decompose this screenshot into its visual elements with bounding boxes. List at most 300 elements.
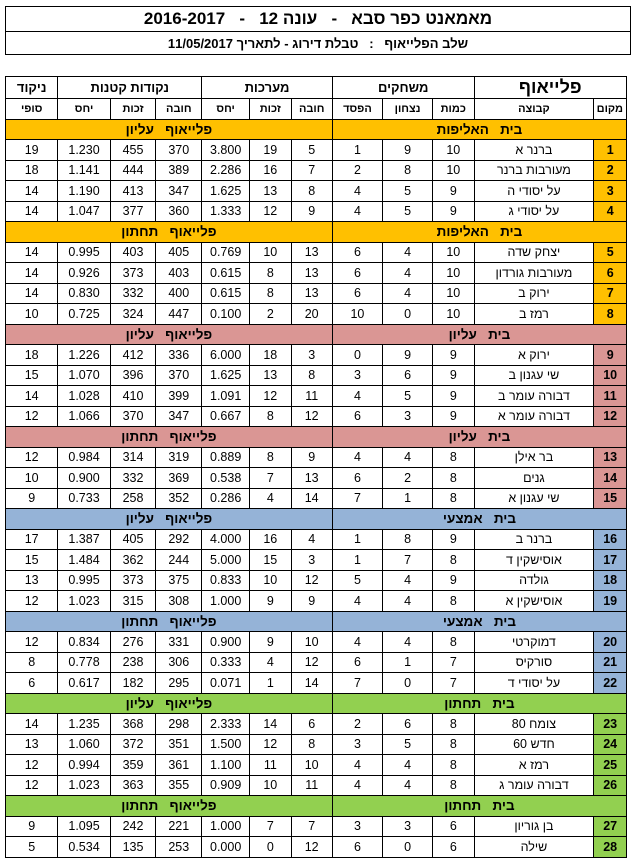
final-score-cell: 14	[6, 201, 58, 222]
played-cell: 8	[433, 755, 474, 776]
won-cell: 4	[383, 447, 433, 468]
table-row	[6, 488, 627, 509]
sets-lost-cell: 20	[291, 304, 332, 325]
rank-cell: 3	[594, 181, 627, 202]
sets-lost-cell: 11	[291, 775, 332, 796]
lost-cell: 2	[332, 714, 382, 735]
team-name-cell: גולדה	[474, 570, 594, 591]
team-name-cell: רמז ב	[474, 304, 594, 325]
points-lost-cell: 336	[156, 345, 202, 366]
rank-cell: 12	[594, 406, 627, 427]
points-lost-cell: 370	[156, 365, 202, 386]
won-cell: 0	[383, 673, 433, 694]
final-score-cell: 18	[6, 345, 58, 366]
sets-ratio-cell: 1.000	[202, 816, 250, 837]
points-ratio-cell: 1.141	[58, 160, 110, 181]
played-cell: 9	[433, 201, 474, 222]
sets-won-cell: 0	[250, 837, 291, 858]
final-score-cell: 14	[6, 714, 58, 735]
played-cell: 10	[433, 242, 474, 263]
col-lost: הפסד	[332, 99, 382, 120]
final-score-cell: 10	[6, 468, 58, 489]
lost-cell: 4	[332, 755, 382, 776]
points-ratio-cell: 0.778	[58, 652, 110, 673]
team-name-cell: צומח 80	[474, 714, 594, 735]
points-won-cell: 372	[110, 734, 156, 755]
rank-cell: 5	[594, 242, 627, 263]
sets-ratio-cell: 0.667	[202, 406, 250, 427]
sets-lost-cell: 9	[291, 201, 332, 222]
table-row	[6, 529, 627, 550]
sets-ratio-cell: 4.000	[202, 529, 250, 550]
won-cell: 4	[383, 263, 433, 284]
table-row	[6, 406, 627, 427]
points-won-cell: 332	[110, 468, 156, 489]
sets-won-cell: 16	[250, 529, 291, 550]
table-row	[6, 201, 627, 222]
points-lost-cell: 292	[156, 529, 202, 550]
lost-cell: 1	[332, 550, 382, 571]
section-header	[6, 796, 627, 817]
section-header	[6, 324, 627, 345]
team-name-cell: על יסודי ג	[474, 201, 594, 222]
points-won-cell: 412	[110, 345, 156, 366]
team-name-cell: ברנר א	[474, 140, 594, 161]
points-won-cell: 373	[110, 263, 156, 284]
rank-cell: 14	[594, 468, 627, 489]
sets-lost-cell: 7	[291, 160, 332, 181]
points-lost-cell: 355	[156, 775, 202, 796]
section-playoff-label: פלייאוף עליון	[125, 695, 213, 711]
points-ratio-cell: 0.830	[58, 283, 110, 304]
table-row	[6, 570, 627, 591]
table-row	[6, 816, 627, 837]
final-score-cell: 13	[6, 570, 58, 591]
team-name-cell: גנים	[474, 468, 594, 489]
lost-cell: 6	[332, 263, 382, 284]
team-name-cell: דבורה עומר ג	[474, 775, 594, 796]
table-row	[6, 632, 627, 653]
played-cell: 9	[433, 386, 474, 407]
final-score-cell: 9	[6, 488, 58, 509]
points-ratio-cell: 1.235	[58, 714, 110, 735]
section-playoff-cell	[6, 427, 333, 448]
sets-ratio-cell: 1.625	[202, 181, 250, 202]
won-cell: 2	[383, 468, 433, 489]
section-header	[6, 119, 627, 140]
rank-cell: 18	[594, 570, 627, 591]
table-row	[6, 160, 627, 181]
lost-cell: 3	[332, 734, 382, 755]
team-name-cell: ירוק ב	[474, 283, 594, 304]
points-won-cell: 368	[110, 714, 156, 735]
standings-table	[5, 76, 627, 858]
section-playoff-label: פלייאוף תחתון	[121, 798, 217, 814]
played-cell: 9	[433, 529, 474, 550]
rank-cell: 26	[594, 775, 627, 796]
col-won: נצחון	[383, 99, 433, 120]
final-score-cell: 10	[6, 304, 58, 325]
sets-ratio-cell: 1.500	[202, 734, 250, 755]
sets-lost-cell: 13	[291, 468, 332, 489]
lost-cell: 3	[332, 365, 382, 386]
played-cell: 9	[433, 406, 474, 427]
points-ratio-cell: 1.230	[58, 140, 110, 161]
rank-cell: 15	[594, 488, 627, 509]
sets-lost-cell: 4	[291, 529, 332, 550]
points-won-cell: 324	[110, 304, 156, 325]
won-cell: 6	[383, 365, 433, 386]
points-won-cell: 359	[110, 755, 156, 776]
played-cell: 7	[433, 652, 474, 673]
sets-ratio-cell: 5.000	[202, 550, 250, 571]
section-group-cell	[332, 324, 626, 345]
title-box	[5, 6, 631, 32]
section-header	[6, 222, 627, 243]
points-lost-cell: 360	[156, 201, 202, 222]
played-cell: 9	[433, 570, 474, 591]
points-lost-cell: 221	[156, 816, 202, 837]
sets-ratio-cell: 0.100	[202, 304, 250, 325]
sets-won-cell: 4	[250, 652, 291, 673]
team-name-cell: בן גוריון	[474, 816, 594, 837]
sets-lost-cell: 14	[291, 488, 332, 509]
lost-cell: 4	[332, 201, 382, 222]
sets-won-cell: 10	[250, 242, 291, 263]
team-name-cell: ברנר ב	[474, 529, 594, 550]
points-won-cell: 363	[110, 775, 156, 796]
sets-lost-cell: 6	[291, 714, 332, 735]
lost-cell: 7	[332, 673, 382, 694]
final-score-cell: 12	[6, 775, 58, 796]
final-score-cell: 8	[6, 652, 58, 673]
sets-lost-cell: 3	[291, 550, 332, 571]
team-name-cell: ירוק א	[474, 345, 594, 366]
table-row	[6, 263, 627, 284]
section-playoff-cell	[6, 611, 333, 632]
won-cell: 4	[383, 242, 433, 263]
played-cell: 8	[433, 775, 474, 796]
final-score-cell: 14	[6, 263, 58, 284]
section-group-label: בית עליון	[448, 326, 511, 342]
lost-cell: 6	[332, 837, 382, 858]
points-lost-cell: 447	[156, 304, 202, 325]
header-playoff: פלייאוף	[474, 77, 627, 99]
table-row	[6, 304, 627, 325]
rank-cell: 9	[594, 345, 627, 366]
header-final-group: ניקוד	[6, 77, 58, 99]
rank-cell: 22	[594, 673, 627, 694]
sets-won-cell: 19	[250, 140, 291, 161]
sets-won-cell: 10	[250, 775, 291, 796]
header-games: משחקים	[332, 77, 474, 99]
lost-cell: 6	[332, 242, 382, 263]
lost-cell: 10	[332, 304, 382, 325]
sets-lost-cell: 14	[291, 673, 332, 694]
points-ratio-cell: 0.984	[58, 447, 110, 468]
points-ratio-cell: 1.023	[58, 591, 110, 612]
header-sets: מערכות	[202, 77, 333, 99]
sets-lost-cell: 13	[291, 242, 332, 263]
team-name-cell: חדש 60	[474, 734, 594, 755]
points-ratio-cell: 0.617	[58, 673, 110, 694]
sets-won-cell: 7	[250, 816, 291, 837]
sets-lost-cell: 13	[291, 263, 332, 284]
sets-ratio-cell: 0.071	[202, 673, 250, 694]
points-won-cell: 315	[110, 591, 156, 612]
team-name-cell: שי עגנון ב	[474, 365, 594, 386]
table-row	[6, 837, 627, 858]
sets-ratio-cell: 1.100	[202, 755, 250, 776]
table-row	[6, 447, 627, 468]
sets-lost-cell: 3	[291, 345, 332, 366]
sets-ratio-cell: 0.889	[202, 447, 250, 468]
lost-cell: 4	[332, 775, 382, 796]
points-lost-cell: 308	[156, 591, 202, 612]
points-ratio-cell: 0.725	[58, 304, 110, 325]
sets-lost-cell: 12	[291, 652, 332, 673]
points-won-cell: 444	[110, 160, 156, 181]
played-cell: 6	[433, 837, 474, 858]
table-row	[6, 386, 627, 407]
rank-cell: 10	[594, 365, 627, 386]
team-name-cell: על יסודי ה	[474, 181, 594, 202]
points-lost-cell: 347	[156, 406, 202, 427]
points-won-cell: 182	[110, 673, 156, 694]
points-won-cell: 396	[110, 365, 156, 386]
won-cell: 4	[383, 775, 433, 796]
sets-won-cell: 9	[250, 591, 291, 612]
final-score-cell: 18	[6, 160, 58, 181]
sets-won-cell: 12	[250, 734, 291, 755]
final-score-cell: 14	[6, 242, 58, 263]
won-cell: 6	[383, 714, 433, 735]
won-cell: 9	[383, 345, 433, 366]
points-lost-cell: 352	[156, 488, 202, 509]
points-ratio-cell: 0.733	[58, 488, 110, 509]
sets-lost-cell: 7	[291, 816, 332, 837]
sets-won-cell: 1	[250, 673, 291, 694]
won-cell: 1	[383, 652, 433, 673]
team-name-cell: שי עגנון א	[474, 488, 594, 509]
won-cell: 8	[383, 529, 433, 550]
points-won-cell: 405	[110, 529, 156, 550]
points-won-cell: 410	[110, 386, 156, 407]
team-name-cell: דבורה עומר א	[474, 406, 594, 427]
sets-lost-cell: 10	[291, 632, 332, 653]
points-lost-cell: 351	[156, 734, 202, 755]
played-cell: 9	[433, 345, 474, 366]
sets-ratio-cell: 0.615	[202, 263, 250, 284]
sets-ratio-cell: 0.833	[202, 570, 250, 591]
lost-cell: 6	[332, 468, 382, 489]
points-won-cell: 238	[110, 652, 156, 673]
section-group-cell	[332, 693, 626, 714]
rank-cell: 13	[594, 447, 627, 468]
won-cell: 0	[383, 837, 433, 858]
team-name-cell: בר אילן	[474, 447, 594, 468]
points-ratio-cell: 0.926	[58, 263, 110, 284]
team-name-cell: מעורבות ברנר	[474, 160, 594, 181]
sets-lost-cell: 5	[291, 140, 332, 161]
played-cell: 10	[433, 263, 474, 284]
points-ratio-cell: 1.095	[58, 816, 110, 837]
sets-ratio-cell: 6.000	[202, 345, 250, 366]
subtitle-box	[5, 32, 631, 55]
points-ratio-cell: 1.190	[58, 181, 110, 202]
final-score-cell: 12	[6, 406, 58, 427]
section-playoff-label: פלייאוף תחתון	[121, 613, 217, 629]
won-cell: 1	[383, 488, 433, 509]
points-won-cell: 362	[110, 550, 156, 571]
section-group-label: בית האליפות	[436, 224, 523, 240]
sets-ratio-cell: 0.000	[202, 837, 250, 858]
sets-ratio-cell: 2.286	[202, 160, 250, 181]
won-cell: 8	[383, 160, 433, 181]
table-row	[6, 734, 627, 755]
played-cell: 8	[433, 591, 474, 612]
section-header	[6, 693, 627, 714]
rank-cell: 11	[594, 386, 627, 407]
col-sets-won: זכות	[250, 99, 291, 120]
col-final: סופי	[6, 99, 58, 120]
sets-ratio-cell: 3.800	[202, 140, 250, 161]
points-lost-cell: 389	[156, 160, 202, 181]
table-row	[6, 242, 627, 263]
col-pts-won: זכות	[110, 99, 156, 120]
table-row	[6, 775, 627, 796]
points-won-cell: 242	[110, 816, 156, 837]
points-ratio-cell: 1.028	[58, 386, 110, 407]
points-ratio-cell: 0.900	[58, 468, 110, 489]
won-cell: 0	[383, 304, 433, 325]
table-row	[6, 283, 627, 304]
sets-won-cell: 9	[250, 632, 291, 653]
table-row	[6, 550, 627, 571]
table-row	[6, 591, 627, 612]
won-cell: 4	[383, 570, 433, 591]
lost-cell: 6	[332, 652, 382, 673]
points-lost-cell: 400	[156, 283, 202, 304]
sets-ratio-cell: 0.615	[202, 283, 250, 304]
final-score-cell: 14	[6, 283, 58, 304]
won-cell: 5	[383, 201, 433, 222]
points-ratio-cell: 1.226	[58, 345, 110, 366]
section-playoff-cell	[6, 119, 333, 140]
sets-lost-cell: 8	[291, 181, 332, 202]
table-row	[6, 345, 627, 366]
final-score-cell: 12	[6, 447, 58, 468]
played-cell: 8	[433, 632, 474, 653]
rank-cell: 28	[594, 837, 627, 858]
played-cell: 9	[433, 365, 474, 386]
col-played: כמות	[433, 99, 474, 120]
sets-won-cell: 13	[250, 181, 291, 202]
team-name-cell: אוסישקין ד	[474, 550, 594, 571]
team-name-cell: מעורבות גורדון	[474, 263, 594, 284]
sets-won-cell: 10	[250, 570, 291, 591]
points-ratio-cell: 1.484	[58, 550, 110, 571]
lost-cell: 2	[332, 160, 382, 181]
final-score-cell: 19	[6, 140, 58, 161]
final-score-cell: 17	[6, 529, 58, 550]
sets-lost-cell: 9	[291, 447, 332, 468]
lost-cell: 5	[332, 570, 382, 591]
col-pts-lost: חובה	[156, 99, 202, 120]
rank-cell: 17	[594, 550, 627, 571]
section-playoff-label: פלייאוף תחתון	[121, 429, 217, 445]
points-lost-cell: 331	[156, 632, 202, 653]
section-group-cell	[332, 796, 626, 817]
rank-cell: 4	[594, 201, 627, 222]
rank-cell: 1	[594, 140, 627, 161]
won-cell: 3	[383, 816, 433, 837]
section-group-cell	[332, 427, 626, 448]
table-row	[6, 673, 627, 694]
sets-ratio-cell: 1.333	[202, 201, 250, 222]
points-ratio-cell: 0.995	[58, 570, 110, 591]
table-row	[6, 652, 627, 673]
played-cell: 8	[433, 447, 474, 468]
section-group-label: בית אמצעי	[442, 613, 516, 629]
points-ratio-cell: 1.066	[58, 406, 110, 427]
sets-lost-cell: 9	[291, 591, 332, 612]
points-lost-cell: 369	[156, 468, 202, 489]
points-won-cell: 370	[110, 406, 156, 427]
points-lost-cell: 347	[156, 181, 202, 202]
points-won-cell: 413	[110, 181, 156, 202]
sets-ratio-cell: 1.000	[202, 591, 250, 612]
header-row-groups	[6, 77, 627, 99]
played-cell: 8	[433, 734, 474, 755]
won-cell: 5	[383, 386, 433, 407]
table-row	[6, 714, 627, 735]
lost-cell: 4	[332, 591, 382, 612]
sets-lost-cell: 8	[291, 734, 332, 755]
standings-body	[6, 119, 627, 857]
played-cell: 8	[433, 468, 474, 489]
sets-won-cell: 8	[250, 283, 291, 304]
played-cell: 10	[433, 304, 474, 325]
lost-cell: 6	[332, 283, 382, 304]
section-playoff-label: פלייאוף עליון	[125, 511, 213, 527]
points-ratio-cell: 0.994	[58, 755, 110, 776]
rank-cell: 6	[594, 263, 627, 284]
table-row	[6, 365, 627, 386]
played-cell: 10	[433, 283, 474, 304]
played-cell: 6	[433, 816, 474, 837]
sets-lost-cell: 12	[291, 570, 332, 591]
table-row	[6, 140, 627, 161]
played-cell: 10	[433, 160, 474, 181]
points-lost-cell: 403	[156, 263, 202, 284]
sets-won-cell: 4	[250, 488, 291, 509]
final-score-cell: 5	[6, 837, 58, 858]
points-lost-cell: 298	[156, 714, 202, 735]
rank-cell: 16	[594, 529, 627, 550]
section-group-cell	[332, 611, 626, 632]
final-score-cell: 12	[6, 632, 58, 653]
section-group-label: בית תחתון	[444, 695, 515, 711]
rank-cell: 8	[594, 304, 627, 325]
table-row	[6, 468, 627, 489]
played-cell: 8	[433, 714, 474, 735]
sets-lost-cell: 12	[291, 837, 332, 858]
won-cell: 7	[383, 550, 433, 571]
rank-cell: 23	[594, 714, 627, 735]
points-lost-cell: 253	[156, 837, 202, 858]
team-name-cell: על יסודי ד	[474, 673, 594, 694]
